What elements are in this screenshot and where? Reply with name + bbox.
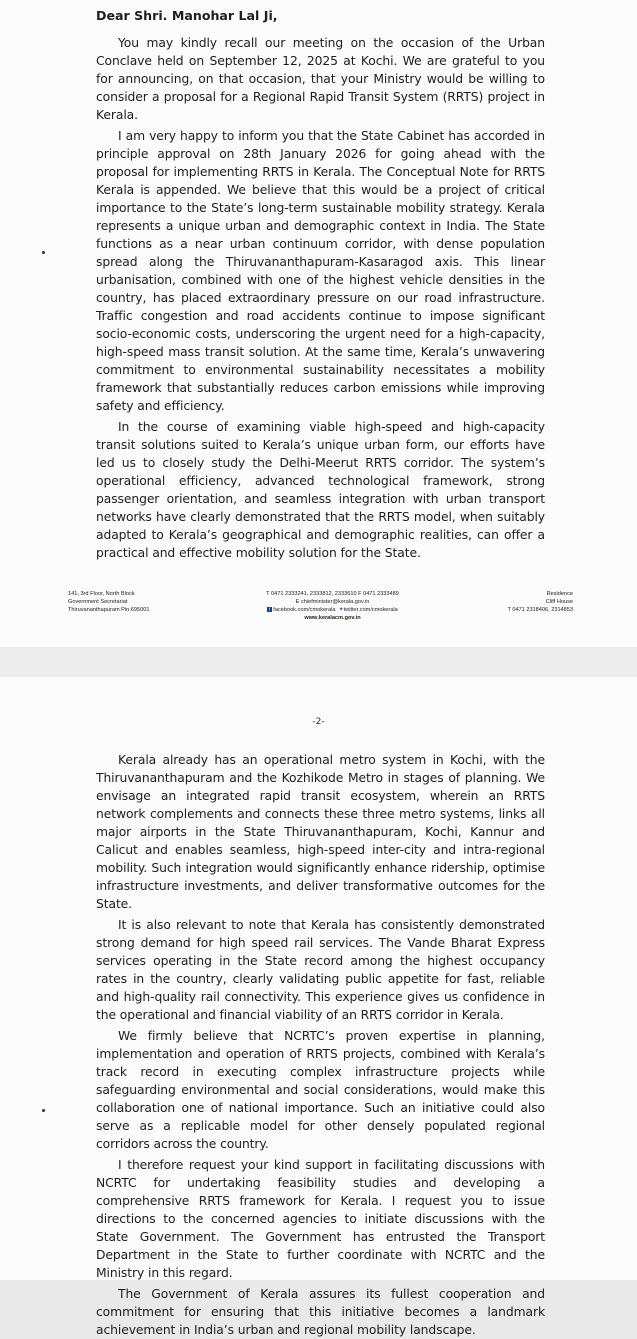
twitter-link: twitter.com/cmokerala bbox=[343, 607, 398, 613]
letter-page-2 bbox=[0, 677, 637, 1337]
page2-body bbox=[96, 751, 545, 1339]
contact-email: E chiefminister@kerala.gov.in bbox=[295, 599, 370, 605]
address-line-3: Thiruvananthapuram Pin 695001 bbox=[68, 607, 150, 613]
page2-paragraph-5: The Government of Kerala assures its fullest cooperation and commitment for ensuring that this initiative becomes a landmark achievement in India’s urban and regional mobility landscape. bbox=[96, 1287, 545, 1337]
footer-residence bbox=[470, 590, 573, 614]
page-number: -2- bbox=[312, 717, 325, 727]
page2-paragraph-3: We firmly believe that NCRTC’s proven expertise in planning, implementation and operation of RRTS projects, combined with Kerala’s track record in executing complex infrastructure projects while safeguarding environmental and social considerations, would make this collaboration one of national importance. Such an initiative could also serve as a replicable model for other densely populated regional corridors across the country. bbox=[96, 1029, 545, 1151]
residence-phone: T 0471 2318406, 2314853 bbox=[507, 607, 573, 613]
salutation: Dear Shri. Manohar Lal Ji, bbox=[96, 8, 278, 23]
page1-paragraph-2: I am very happy to inform you that the State Cabinet has accorded in principle approval on 28th January 2026 for going ahead with the proposal for implementing RRTS in Kerala. The Conceptual Note for RRTS Kerala is appended. We believe that this would be a project of critical importance to the State’s long-term sustainable mobility strategy. Kerala represents a unique urban and demographic context in India. The State functions as a near urban continuum corridor, with dense population spread along the Thiruvananthapuram-Kasaragod axis. This linear urbanisation, combined with one of the highest vehicle densities in the country, has placed extraordinary pressure on our road infrastructure. Traffic congestion and road accidents continue to impose significant socio-economic costs, underscoring the urgent need for a high-capacity, high-speed mass transit solution. At the same time, Kerala’s unwavering commitment to environmental sustainability necessitates a mobility framework that substantially reduces carbon emissions while improving safety and efficiency. bbox=[96, 129, 545, 413]
twitter-icon: ✦ bbox=[338, 607, 344, 613]
page2-paragraph-4: I therefore request your kind support in facilitating discussions with NCRTC for undertaking feasibility studies and developing a comprehensive RRTS framework for Kerala. I request you to issue directions to the concerned agencies to initiate discussions with the State Government. The Government has entrusted the Transport Department in the State to further coordinate with NCRTC and the Ministry in this regard. bbox=[96, 1158, 545, 1280]
facebook-link: facebook.com/cmokerala bbox=[273, 607, 336, 613]
page1-paragraph-3: In the course of examining viable high-speed and high-capacity transit solutions suited to Kerala’s unique urban form, our efforts have led us to closely study the Delhi-Meerut RRTS corridor. The system’s operational efficiency, advanced technological framework, strong passenger orientation, and seamless integration with urban transport networks have clearly demonstrated that the RRTS model, when suitably adapted to Kerala’s geographical and demographic realities, can offer a practical and effective mobility solution for the State. bbox=[96, 420, 545, 560]
address-line-1: 141, 3rd Floor, North Block bbox=[68, 591, 135, 597]
website-link: www.keralacm.gov.in bbox=[304, 615, 361, 621]
facebook-icon: f bbox=[269, 607, 271, 613]
social-links bbox=[230, 606, 435, 614]
page2-paragraph-2: It is also relevant to note that Kerala has consistently demonstrated strong demand for high speed rail services. The Vande Bharat Express services operating in the State record among the highest occupancy rates in the country, clearly validating public appetite for fast, reliable and high-quality rail connectivity. This experience gives us confidence in the operational and financial viability of an RRTS corridor in Kerala. bbox=[96, 918, 545, 1022]
contact-phone: T 0471 2333241, 2333812, 2333610 F 0471 2333489 bbox=[266, 591, 399, 597]
footer-office-address bbox=[68, 590, 149, 614]
address-line-2: Government Secretariat bbox=[68, 599, 128, 605]
page1-paragraph-1: You may kindly recall our meeting on the occasion of the Urban Conclave held on September 12, 2025 at Kochi. We are grateful to you for announcing, on that occasion, that your Ministry would be willing to consider a proposal for a Regional Rapid Transit System (RRTS) project in Kerala. bbox=[96, 36, 545, 122]
footer-contact bbox=[230, 590, 435, 622]
scan-mark bbox=[42, 1109, 45, 1112]
page2-paragraph-1: Kerala already has an operational metro system in Kochi, with the Thiruvananthapuram and the Kozhikode Metro in stages of planning. We envisage an integrated rapid transit ecosystem, wherein an RRTS network complements and connects these three metro systems, links all major airports in the State Thiruvananthapuram, Kochi, Kannur and Calicut and enables seamless, high-speed inter-city and intra-regional mobility. Such integration would significantly enhance ridership, optimise infrastructure investments, and deliver transformative outcomes for the State. bbox=[96, 753, 545, 911]
page-separator bbox=[0, 647, 637, 677]
page1-body bbox=[96, 34, 545, 562]
scan-mark bbox=[42, 251, 45, 254]
letter-page-1 bbox=[0, 0, 637, 647]
residence-name: Cliff House bbox=[545, 599, 573, 605]
residence-label: Residence bbox=[546, 591, 573, 597]
